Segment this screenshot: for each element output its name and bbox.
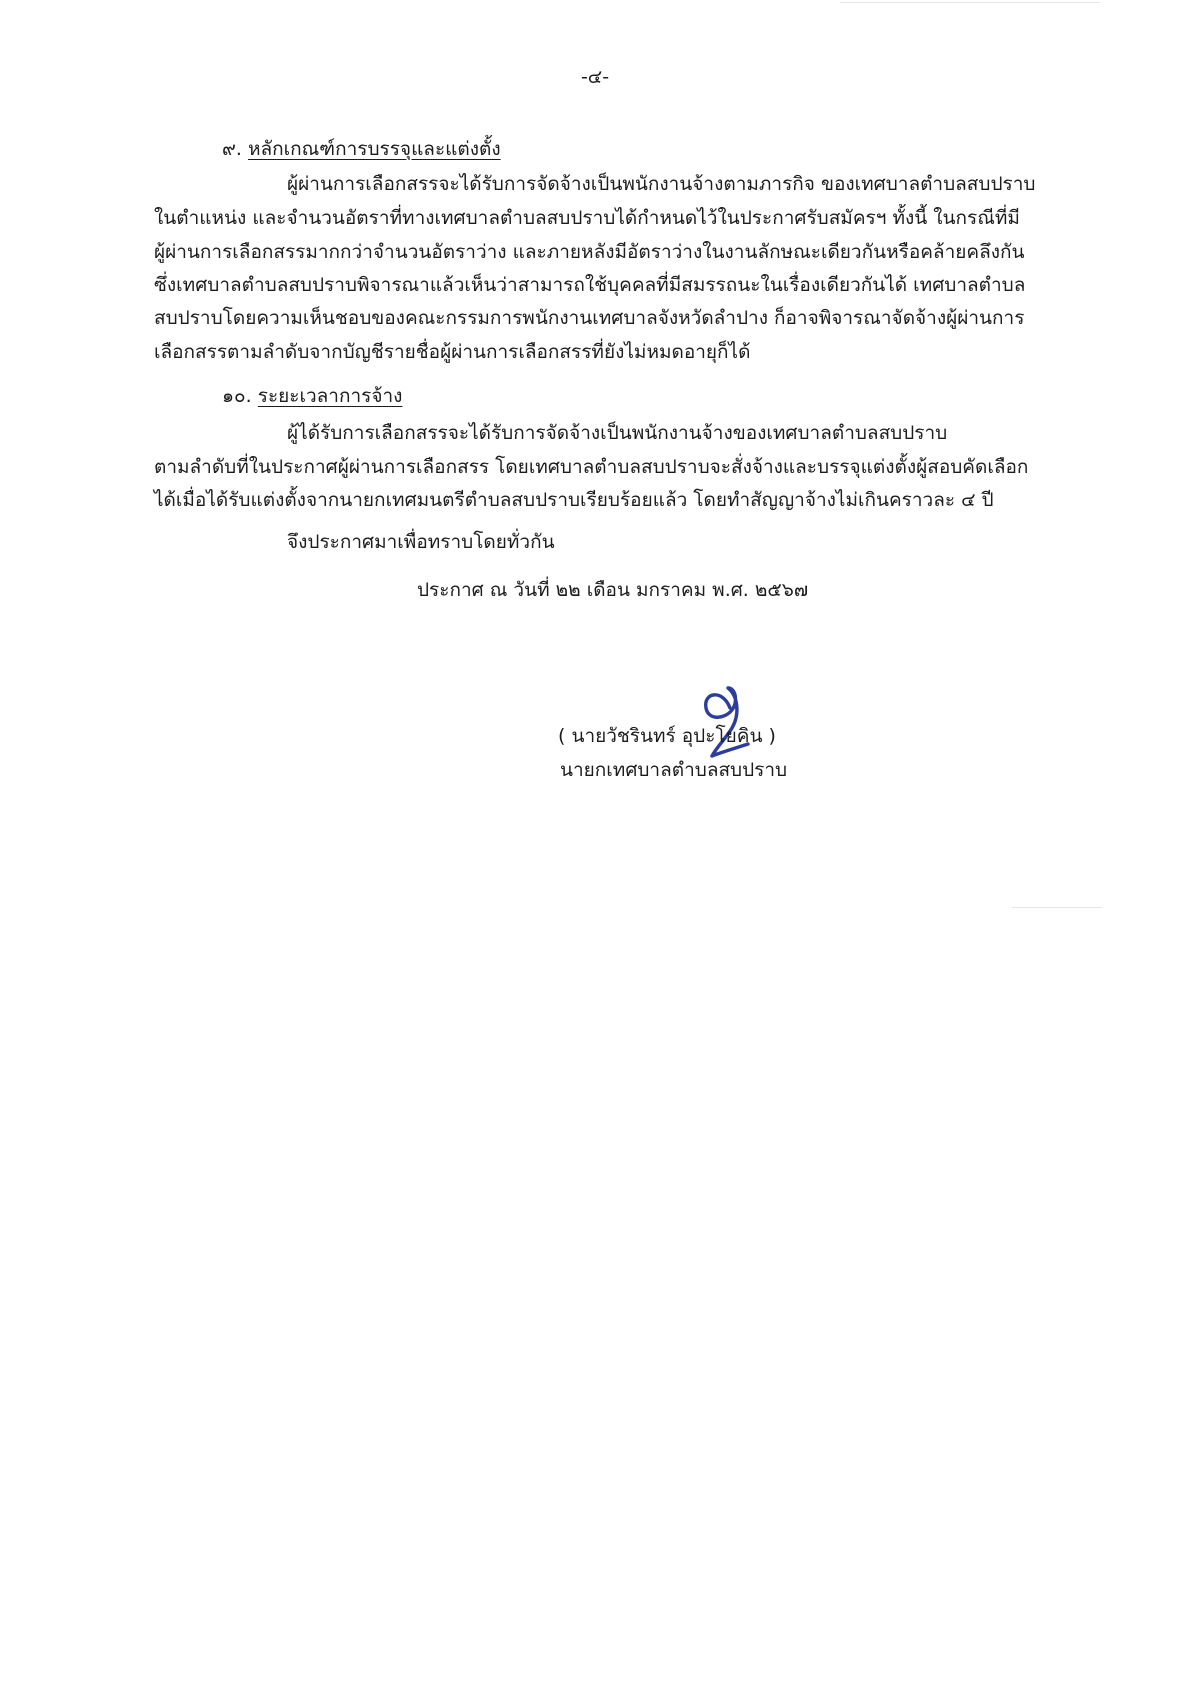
section-10-title: ระยะเวลาการจ้าง (257, 385, 403, 407)
signer-name: ( นายวัชรินทร์ อุปะโยคิน ) (558, 725, 776, 747)
section-9-number: ๙. (222, 138, 242, 160)
section-10-heading (222, 381, 402, 411)
section-9-line-6: เลือกสรรตามลำดับจากบัญชีรายชื่อผู้ผ่านการเลือกสรรที่ยังไม่หมดอายุก็ได้ (154, 341, 751, 363)
section-10-number: ๑๐. (222, 385, 252, 407)
section-9-line-4: ซึ่งเทศบาลตำบลสบปราบพิจารณาแล้วเห็นว่าสามารถใช้บุคคลที่มีสมรรถนะในเรื่องเดียวกันได้ เทศบาลตำบล (154, 274, 1026, 296)
signer-title: นายกเทศบาลตำบลสบปราบ (560, 759, 788, 781)
section-9-line-3: ผู้ผ่านการเลือกสรรมากกว่าจำนวนอัตราว่าง และภายหลังมีอัตราว่างในงานลักษณะเดียวกันหรือคล้ายคลึงกัน (154, 241, 1025, 263)
section-10-line-1: ผู้ได้รับการเลือกสรรจะได้รับการจัดจ้างเป็นพนักงานจ้างของเทศบาลตำบลสบปราบ (287, 422, 948, 444)
section-9-line-5: สบปราบโดยความเห็นชอบของคณะกรรมการพนักงานเทศบาลจังหวัดลำปาง ก็อาจพิจารณาจัดจ้างผู้ผ่านการ (154, 307, 1025, 329)
section-9-heading (222, 134, 501, 164)
section-9-line-2: ในตำแหน่ง และจำนวนอัตราที่ทางเทศบาลตำบลสบปราบได้กำหนดไว้ในประกาศรับสมัครฯ ทั้งนี้ ในกรณีที่มี (154, 207, 1020, 229)
handwritten-signature (698, 682, 754, 760)
closing-statement: จึงประกาศมาเพื่อทราบโดยทั่วกัน (287, 531, 555, 553)
announcement-date: ประกาศ ณ วันที่ ๒๒ เดือน มกราคม พ.ศ. ๒๕๖๗ (417, 579, 809, 601)
page-number: -๔- (580, 66, 610, 88)
section-10-line-3: ได้เมื่อได้รับแต่งตั้งจากนายกเทศมนตรีตำบลสบปราบเรียบร้อยแล้ว โดยทำสัญญาจ้างไม่เกินคราวละ ๔ ปี (154, 489, 994, 511)
section-10-line-2: ตามลำดับที่ในประกาศผู้ผ่านการเลือกสรร โดยเทศบาลตำบลสบปราบจะสั่งจ้างและบรรจุแต่งตั้งผู้สอบคัดเลือก (154, 456, 1029, 478)
section-9-line-1: ผู้ผ่านการเลือกสรรจะได้รับการจัดจ้างเป็นพนักงานจ้างตามภารกิจ ของเทศบาลตำบลสบปราบ (287, 173, 1036, 195)
scan-mark-top (840, 2, 1100, 3)
section-9-title: หลักเกณฑ์การบรรจุและแต่งตั้ง (248, 138, 501, 160)
scan-mark (1012, 907, 1102, 908)
